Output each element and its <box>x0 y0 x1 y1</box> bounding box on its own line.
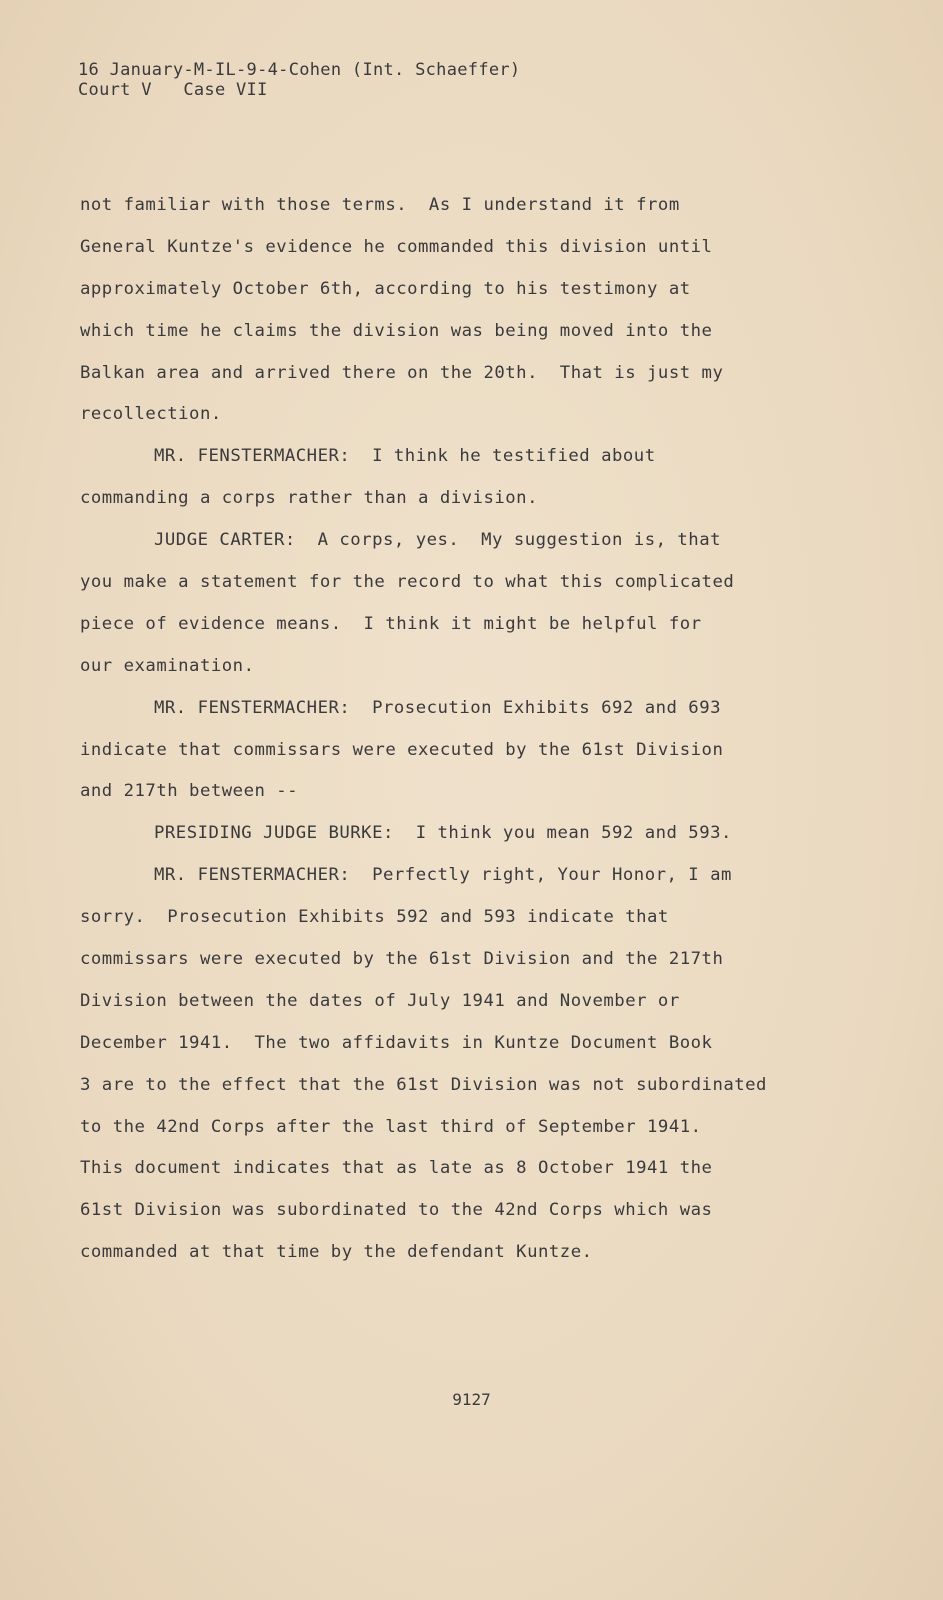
transcript-line-speaker: PRESIDING JUDGE BURKE: I think you mean 592 and 593. <box>154 823 732 844</box>
transcript-line: This document indicates that as late as 8 October 1941 the <box>80 1158 713 1179</box>
transcript-line: recollection. <box>80 404 222 425</box>
transcript-line-speaker: JUDGE CARTER: A corps, yes. My suggestion is, that <box>154 530 722 551</box>
transcript-line: General Kuntze's evidence he commanded this division until <box>80 236 713 257</box>
transcript-line: to the 42nd Corps after the last third of September 1941. <box>80 1116 702 1137</box>
transcript-line: 3 are to the effect that the 61st Division was not subordinated <box>80 1074 767 1095</box>
transcript-line-speaker: MR. FENSTERMACHER: I think he testified about <box>154 446 656 467</box>
transcript-line: piece of evidence means. I think it might be helpful for <box>80 613 702 634</box>
page-number: 9127 <box>452 1390 491 1409</box>
page-header <box>78 60 520 100</box>
header-line-court: Court V Case VII <box>78 80 268 100</box>
transcript-line-speaker: MR. FENSTERMACHER: Perfectly right, Your Honor, I am <box>154 865 732 886</box>
transcript-line: our examination. <box>80 655 255 676</box>
transcript-line: commissars were executed by the 61st Division and the 217th <box>80 949 724 970</box>
transcript-line: approximately October 6th, according to his testimony at <box>80 278 691 299</box>
transcript-line: 61st Division was subordinated to the 42nd Corps which was <box>80 1200 713 1221</box>
transcript-line: Balkan area and arrived there on the 20th. That is just my <box>80 362 724 383</box>
transcript-line: commanded at that time by the defendant Kuntze. <box>80 1242 593 1263</box>
transcript-line: commanding a corps rather than a division. <box>80 488 538 509</box>
transcript-line: you make a statement for the record to what this complicated <box>80 572 735 593</box>
transcript-line: sorry. Prosecution Exhibits 592 and 593 indicate that <box>80 907 669 928</box>
transcript-line: not familiar with those terms. As I understand it from <box>80 195 680 215</box>
header-line-session: 16 January-M-IL-9-4-Cohen (Int. Schaeffer) <box>78 60 521 80</box>
transcript-line: which time he claims the division was being moved into the <box>80 320 713 341</box>
transcript-line: indicate that commissars were executed by the 61st Division <box>80 739 724 760</box>
transcript-line: December 1941. The two affidavits in Kuntze Document Book <box>80 1032 713 1053</box>
transcript-line-speaker: MR. FENSTERMACHER: Prosecution Exhibits 692 and 693 <box>154 697 722 718</box>
transcript-body <box>80 185 880 1274</box>
transcript-line: and 217th between -- <box>80 781 299 802</box>
transcript-line: Division between the dates of July 1941 and November or <box>80 990 680 1011</box>
